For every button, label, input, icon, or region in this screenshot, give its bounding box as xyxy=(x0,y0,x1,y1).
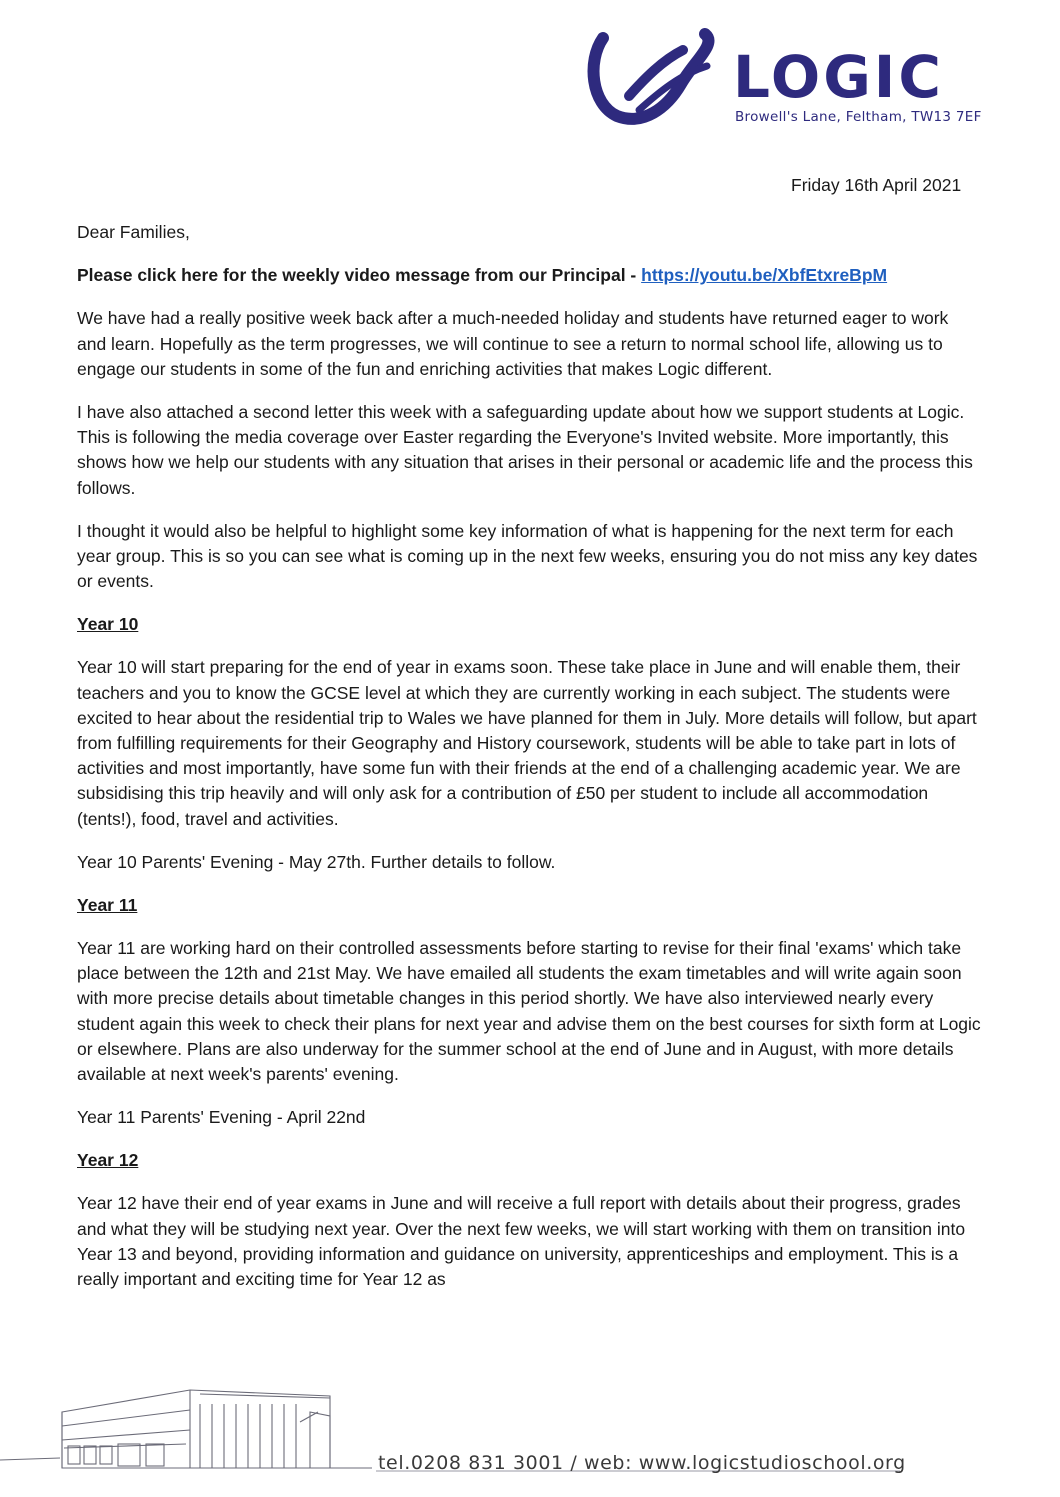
building-sketch-icon xyxy=(0,1382,1060,1497)
salutation: Dear Families, xyxy=(77,222,190,242)
school-logo xyxy=(585,26,995,131)
logo-wordmark: LOGIC xyxy=(733,43,944,111)
letter-body xyxy=(77,220,982,1310)
intro-paragraph-3: I thought it would also be helpful to highlight some key information of what is happening for the next term for each year group. This is so you can see what is coming up in the next few weeks, ensuring you do not miss any key dates or events. xyxy=(77,520,978,592)
letter-date: Friday 16th April 2021 xyxy=(791,175,962,195)
video-message-line xyxy=(77,263,982,288)
footer-contact: tel.0208 831 3001 / web: www.logicstudioschool.org xyxy=(378,1452,906,1474)
video-link[interactable]: https://youtu.be/XbfEtxreBpM xyxy=(641,265,888,286)
logo-mark-icon xyxy=(585,26,735,131)
video-prompt-text: Please click here for the weekly video message from our Principal - xyxy=(77,265,642,286)
year11-parents-evening: Year 11 Parents' Evening - April 22nd xyxy=(77,1107,366,1128)
school-address: Browell's Lane, Feltham, TW13 7EF xyxy=(735,109,982,125)
year10-parents-evening: Year 10 Parents' Evening - May 27th. Further details to follow. xyxy=(77,851,556,872)
year10-heading: Year 10 xyxy=(77,614,139,635)
intro-paragraph-1: We have had a really positive week back after a much-needed holiday and students have returned eager to work and learn. Hopefully as the term progresses, we will continue to see a return to normal school life, allowing us to engage our students in some of the fun and enriching activities that makes Logic different. xyxy=(77,308,949,379)
year10-paragraph: Year 10 will start preparing for the end of year in exams soon. These take place in June and will enable them, their teachers and you to know the GCSE level at which they are currently working in each subject. The students were excited to hear about the residential trip to Wales we have planned for them in July. More details will follow, but apart from fulfilling requirements for their Geography and History coursework, students will be able to take part in lots of activities and most importantly, have some fun with their friends at the end of a challenging academic year. We are subsidising this trip heavily and will only ask for a contribution of £50 per student to include all accommodation (tents!), food, travel and activities. xyxy=(77,657,977,829)
intro-paragraph-2: I have also attached a second letter this week with a safeguarding update about how we support students at Logic. This is following the media coverage over Easter regarding the Everyone's Invited website. More importantly, this shows how we help our students with any situation that arises in their personal or academic life and the process this follows. xyxy=(77,402,973,498)
year12-paragraph: Year 12 have their end of year exams in June and will receive a full report with details about their progress, grades and what they will be studying next year. Over the next few weeks, we will start working with them on transition into Year 13 and beyond, providing information and guidance on university, apprenticeships and employment. This is a really important and exciting time for Year 12 as xyxy=(77,1193,966,1290)
year11-heading: Year 11 xyxy=(77,895,138,916)
year11-paragraph: Year 11 are working hard on their controlled assessments before starting to revise for their final 'exams' which take place between the 12th and 21st May. We have emailed all students the exam timetables and will write again soon with more precise details about timetable changes in this period shortly. We have also interviewed nearly every student again this week to check their plans for next year and advise them on the best courses for sixth form at Logic or elsewhere. Plans are also underway for the summer school at the end of June and in August, with more details available at next week's parents' evening. xyxy=(77,938,981,1085)
year12-heading: Year 12 xyxy=(77,1150,139,1171)
